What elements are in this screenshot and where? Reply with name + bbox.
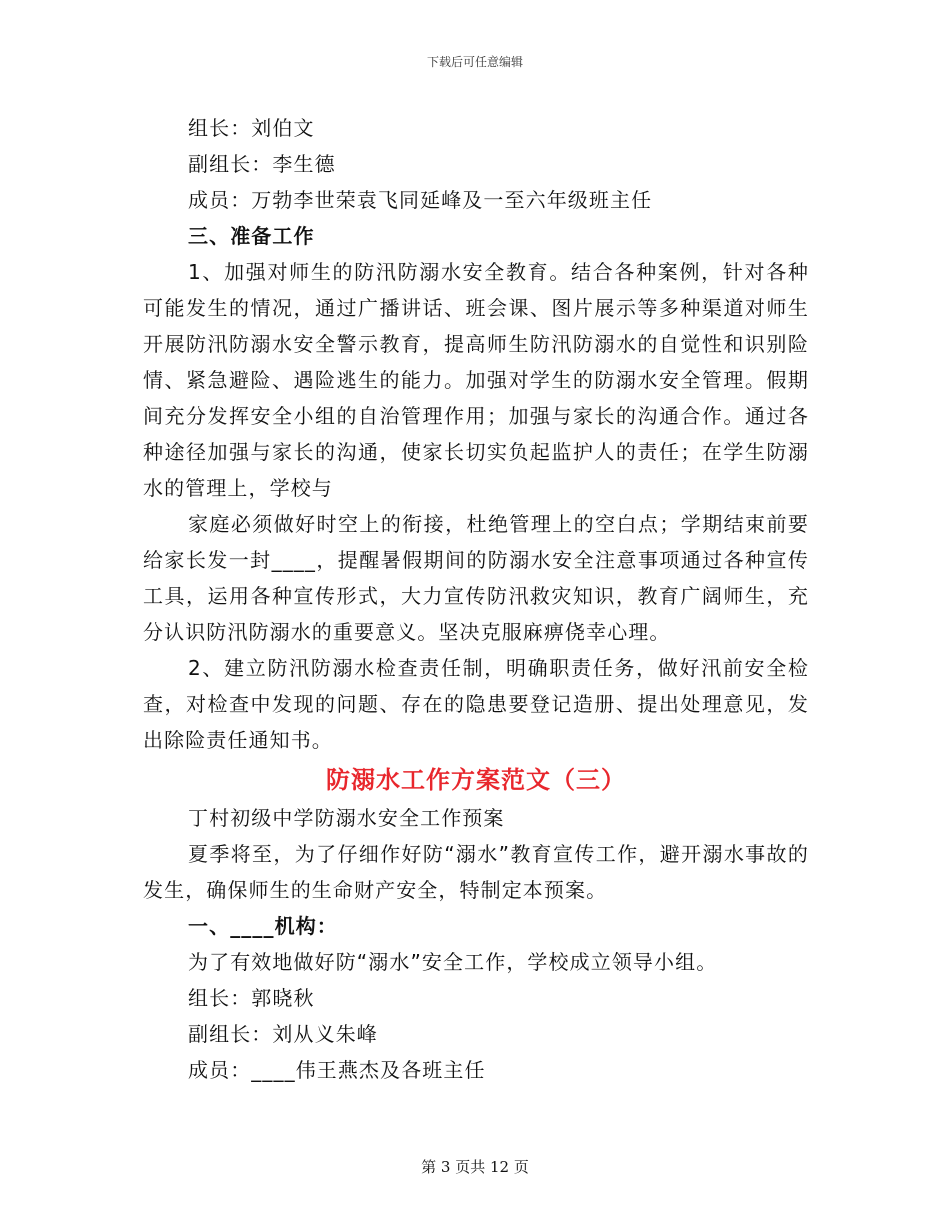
deputy-leader-line: 副组长：李生德 xyxy=(188,152,336,176)
paragraph-education: 1、加强对师生的防汛防溺水安全教育。结合各种案例，针对各种可能发生的情况，通过广播讲话、班会课、图片展示等多种渠道对师生开展防汛防溺水安全警示教育，提高师生防汛防溺水的自觉性和识别险情、紧急避险、遇险逃生的能力。加强对学生的防溺水安全管理。假期间充分发挥安全小组的自治管理作用；加强与家长的沟通合作。通过各种途径加强与家长的沟通，使家长切实负起监护人的责任；在学生防溺水的管理上，学校与 xyxy=(143,260,809,500)
section-heading-organization: 一、____机构： xyxy=(188,914,338,938)
document-subtitle: 丁村初级中学防溺水安全工作预案 xyxy=(188,806,505,830)
paragraph-intro: 夏季将至，为了仔细作好防“溺水”教育宣传工作，避开溺水事故的发生，确保师生的生命财产安全，特制定本预案。 xyxy=(143,842,809,902)
paragraph-family-cooperation: 家庭必须做好时空上的衔接，杜绝管理上的空白点；学期结束前要给家长发一封____，提醒暑假期间的防溺水安全注意事项通过各种宣传工具，运用各种宣传形式，大力宣传防汛救灾知识，教育广阔师生，充分认识防汛防溺水的重要意义。坚决克服麻痹侥幸心理。 xyxy=(143,512,809,644)
org-deputy-leader-line: 副组长：刘从义朱峰 xyxy=(188,1022,378,1046)
document-title: 防溺水工作方案范文（三） xyxy=(326,766,626,794)
leader-line: 组长：刘伯文 xyxy=(188,116,315,140)
org-leader-line: 组长：郭晓秋 xyxy=(188,986,315,1010)
section-heading-preparation: 三、准备工作 xyxy=(188,224,315,248)
organization-intro-line: 为了有效地做好防“溺水”安全工作，学校成立领导小组。 xyxy=(188,950,718,974)
document-body xyxy=(143,110,809,1088)
page-number-footer: 第 3 页共 12 页 xyxy=(421,1158,529,1176)
header-note: 下载后可任意编辑 xyxy=(426,55,523,69)
org-members-line: 成员：____伟王燕杰及各班主任 xyxy=(188,1058,486,1082)
paragraph-inspection: 2、建立防汛防溺水检查责任制，明确职责任务，做好汛前安全检查，对检查中发现的问题、存在的隐患要登记造册、提出处理意见，发出除险责任通知书。 xyxy=(143,656,809,752)
members-line: 成员：万勃李世荣袁飞同延峰及一至六年级班主任 xyxy=(188,188,653,212)
